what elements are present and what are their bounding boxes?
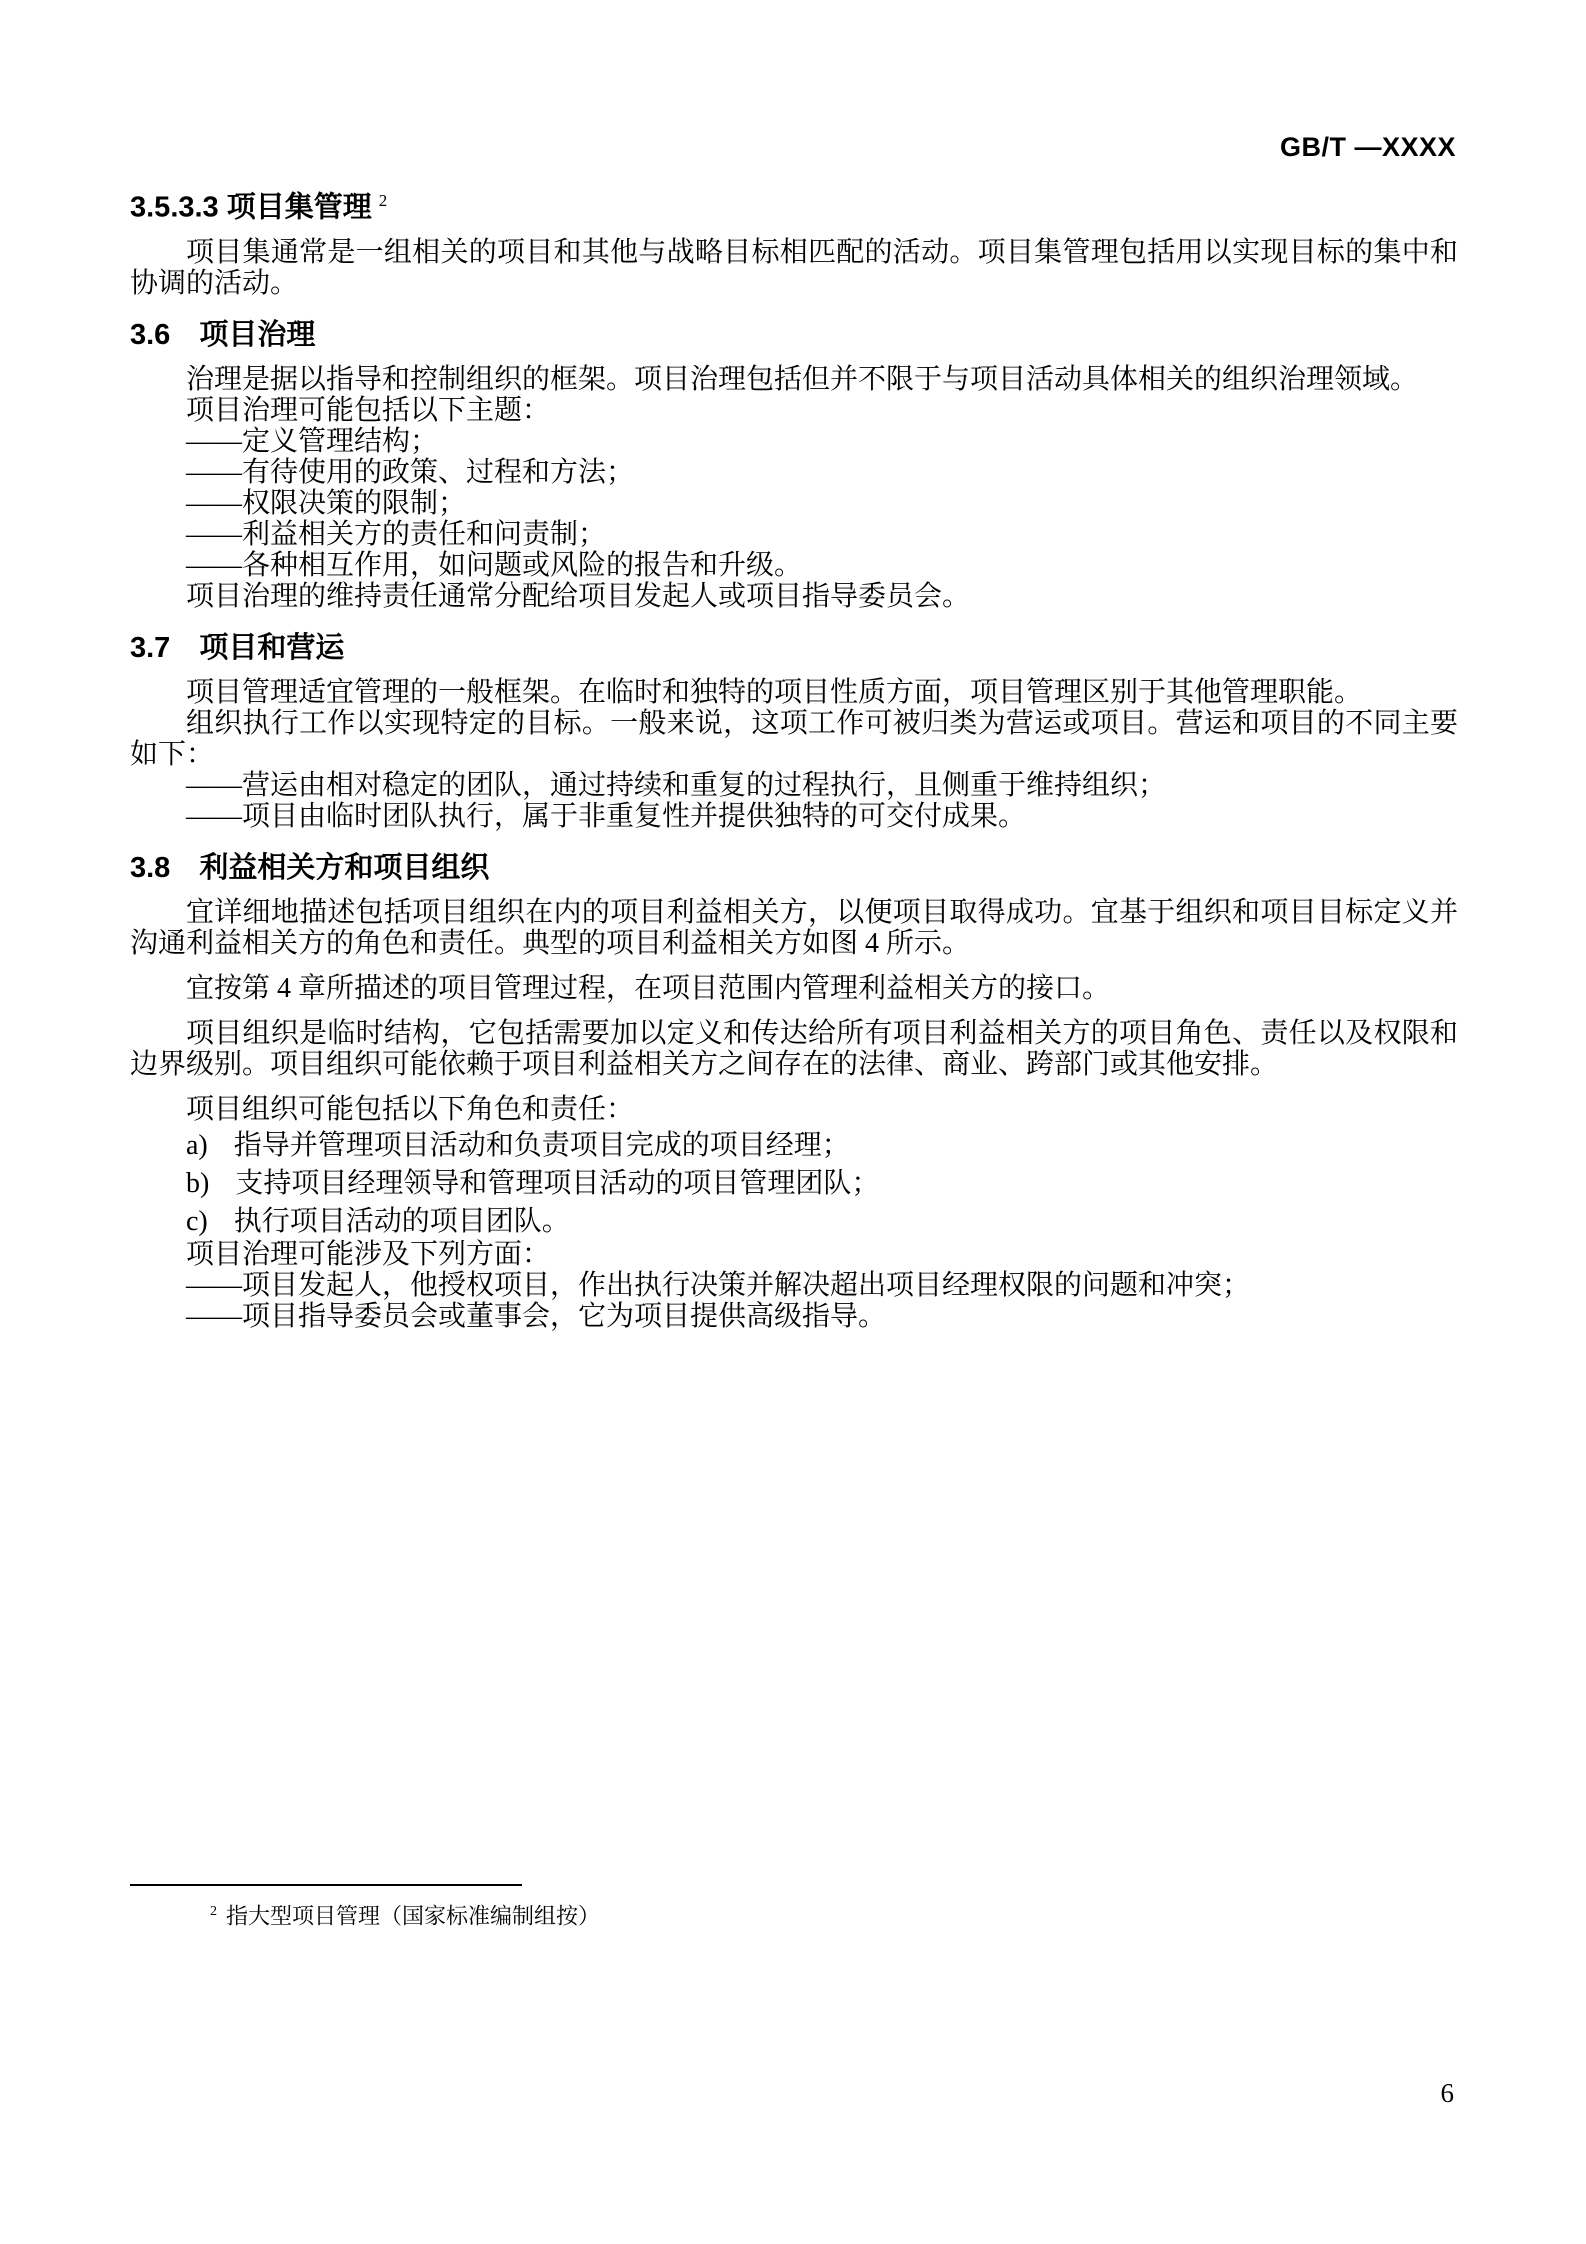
list-item-text: 执行项目活动的项目团队。 (233, 1205, 570, 1237)
list-item-label: c) (186, 1205, 208, 1237)
footnote-text (130, 1898, 1458, 1930)
paragraph: 宜按第 4 章所描述的项目管理过程，在项目范围内管理利益相关方的接口。 (186, 972, 1111, 1004)
paragraph: 宜详细地描述包括项目组织在内的项目利益相关方，以便项目取得成功。宜基于组织和项目目标定义并沟通利益相关方的角色和责任。典型的项目利益相关方如图 4 所示。 (130, 896, 1458, 959)
footnote-reference: 2 (378, 191, 388, 210)
paragraph: 项目治理可能包括以下主题： (186, 394, 551, 426)
lettered-list-item (130, 1129, 1458, 1163)
footnote-area (130, 1884, 1458, 1930)
paragraph: 治理是据以指导和控制组织的框架。项目治理包括但并不限于与项目活动具体相关的组织治理领域。 (186, 363, 1419, 395)
list-item-text: 指导并管理项目活动和负责项目完成的项目经理； (233, 1129, 850, 1161)
dash-list-item: ——定义管理结构； (186, 425, 439, 457)
footnote-body: 指大型项目管理（国家标准编制组按） (226, 1903, 601, 1929)
section-heading-3-6: 3.6 项目治理 (130, 318, 316, 351)
paragraph: 项目管理适宜管理的一般框架。在临时和独特的项目性质方面，项目管理区别于其他管理职能。 (186, 676, 1363, 708)
section-heading-3-5-3-3 (130, 184, 1458, 225)
list-item-text: 支持项目经理领导和管理项目活动的项目管理团队； (235, 1167, 880, 1199)
dash-list-item: ——营运由相对稳定的团队，通过持续和重复的过程执行，且侧重于维持组织； (186, 769, 1167, 801)
paragraph: 项目治理的维持责任通常分配给项目发起人或项目指导委员会。 (186, 580, 971, 612)
paragraph: 组织执行工作以实现特定的目标。一般来说，这项工作可被归类为营运或项目。营运和项目的不同主要如下： (130, 707, 1458, 770)
dash-list-item: ——项目发起人，他授权项目，作出执行决策并解决超出项目经理权限的问题和冲突； (186, 1269, 1251, 1301)
list-item-label: b) (186, 1167, 210, 1199)
paragraph: 项目集通常是一组相关的项目和其他与战略目标相匹配的活动。项目集管理包括用以实现目标的集中和协调的活动。 (130, 236, 1458, 299)
dash-list-item: ——各种相互作用，如问题或风险的报告和升级。 (186, 549, 803, 581)
dash-list-item: ——项目由临时团队执行，属于非重复性并提供独特的可交付成果。 (186, 800, 1027, 832)
page-content (130, 172, 1458, 1332)
lettered-list-item (130, 1205, 1458, 1239)
lettered-list-item (130, 1167, 1458, 1201)
paragraph: 项目治理可能涉及下列方面： (186, 1238, 551, 1270)
footnote-number: 2 (210, 1904, 217, 1919)
section-heading-text: 3.5.3.3 项目集管理 (130, 191, 372, 224)
dash-list-item: ——利益相关方的责任和问责制； (186, 518, 607, 550)
footnote-separator (130, 1884, 522, 1886)
dash-list-item: ——有待使用的政策、过程和方法； (186, 456, 635, 488)
page-number: 6 (1440, 2078, 1454, 2108)
list-item-label: a) (186, 1129, 208, 1161)
dash-list-item: ——权限决策的限制； (186, 487, 467, 519)
paragraph: 项目组织是临时结构，它包括需要加以定义和传达给所有项目利益相关方的项目角色、责任以及权限和边界级别。项目组织可能依赖于项目利益相关方之间存在的法律、商业、跨部门或其他安排。 (130, 1017, 1458, 1080)
doc-code: GB/T —XXXX (1279, 132, 1456, 162)
section-heading-3-7: 3.7 项目和营运 (130, 631, 345, 664)
paragraph: 项目组织可能包括以下角色和责任： (186, 1093, 635, 1125)
section-heading-3-8: 3.8 利益相关方和项目组织 (130, 851, 490, 884)
dash-list-item: ——项目指导委员会或董事会，它为项目提供高级指导。 (186, 1300, 887, 1332)
